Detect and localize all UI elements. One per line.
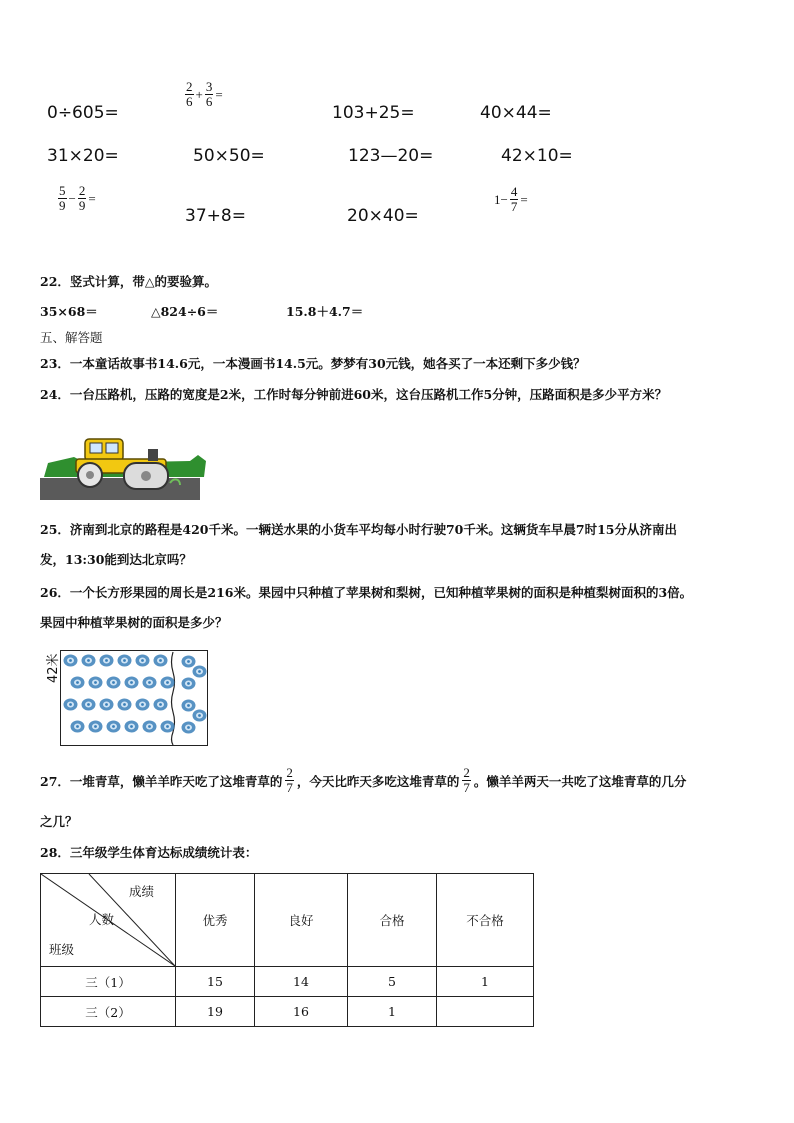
fraction-2-9: $\frac{2}{9}$ (78, 183, 86, 213)
header-fail: 不合格 (437, 874, 534, 967)
table-header-row (41, 874, 534, 967)
calc-37-plus-8: 37+8= (185, 206, 246, 226)
header-good: 良好 (255, 874, 348, 967)
stats-table (40, 873, 534, 1027)
tree-icon (160, 676, 175, 689)
tree-icon (106, 720, 121, 733)
tree-icon (181, 677, 196, 690)
tree-icon (63, 654, 78, 667)
tree-icon (99, 654, 114, 667)
calc-fraction-add: $\frac{2}{6}$ + $\frac{3}{6}$ = (186, 79, 223, 109)
tree-icon (181, 721, 196, 734)
orchard-side-label: 42米 (46, 653, 61, 683)
table-cell: 5 (348, 967, 437, 997)
q25-line-2: 发，13:30能到达北京吗？ (40, 552, 192, 567)
calc-103-plus-25: 103+25= (332, 103, 415, 123)
tree-icon (135, 698, 150, 711)
orchard-diagram (60, 650, 208, 746)
tree-icon (106, 676, 121, 689)
roller-exhaust (148, 449, 158, 461)
tree-icon (117, 654, 132, 667)
q22-item-2: △824÷6＝ (151, 304, 219, 319)
tree-icon (153, 698, 168, 711)
tree-icon (88, 720, 103, 733)
fraction-2-7-a: 2 7 (286, 765, 293, 795)
q22-title: 22．竖式计算，带△的要验算。 (40, 274, 218, 289)
road-surface (40, 478, 200, 500)
header-pass: 合格 (348, 874, 437, 967)
fraction-3-6: $\frac{3}{6}$ (205, 79, 213, 109)
corner-label-class: 班级 (49, 942, 75, 957)
tree-icon (88, 676, 103, 689)
tree-icon (153, 654, 168, 667)
calc-0-div-605: 0÷605= (47, 103, 119, 123)
table-cell: 16 (255, 997, 348, 1027)
table-cell: 14 (255, 967, 348, 997)
fraction-2-7-b: 2 7 (463, 765, 470, 795)
calc-31-times-20: 31×20= (47, 146, 119, 166)
calc-50-times-50: 50×50= (193, 146, 265, 166)
cab-window-right (106, 443, 118, 453)
tree-icon (81, 698, 96, 711)
q24-text: 24．一台压路机，压路的宽度是2米，工作时每分钟前进60米，这台压路机工作5分钟，压路面积是多少平方米？ (40, 387, 668, 402)
tree-icon (124, 720, 139, 733)
q26-line-2: 果园中种植苹果树的面积是多少？ (40, 615, 228, 630)
fraction-2-6: $\frac{2}{6}$ (186, 79, 193, 109)
q27-line-1: 27．一堆青草，懒羊羊昨天吃了这堆青草的 2 7 ，今天比昨天多吃这堆青草的 2 7 。懒羊羊两天一共吃了这堆青草的几分 (40, 765, 687, 795)
table-cell: 1 (437, 967, 534, 997)
calc-fraction-sub: $\frac{5}{9}$ − $\frac{2}{9}$ = (59, 183, 96, 213)
table-row (41, 967, 534, 997)
tree-icon (117, 698, 132, 711)
tree-icon (160, 720, 175, 733)
calc-40-times-44: 40×44= (480, 103, 552, 123)
table-cell: 15 (176, 967, 255, 997)
table-cell (437, 997, 534, 1027)
calc-20-times-40: 20×40= (347, 206, 419, 226)
tree-icon (135, 654, 150, 667)
tree-icon (142, 720, 157, 733)
tree-icon (81, 654, 96, 667)
row-label: 三（1） (41, 967, 176, 997)
corner-label-score: 成绩 (129, 884, 155, 899)
table-row (41, 997, 534, 1027)
tree-icon (70, 720, 85, 733)
section-title-5: 五、解答题 (40, 330, 103, 345)
calc-123-minus-20: 123—20= (348, 146, 434, 166)
fraction-5-9: $\frac{5}{9}$ (59, 183, 66, 213)
tree-icon (99, 698, 114, 711)
table-cell: 19 (176, 997, 255, 1027)
cab-window-left (90, 443, 102, 453)
calc-42-times-10: 42×10= (501, 146, 573, 166)
calc-one-minus-fraction: 1− $\frac{4}{7}$ = (494, 184, 528, 214)
corner-label-count: 人数 (89, 912, 115, 927)
q26-line-1: 26．一个长方形果园的周长是216米。果园中只种植了苹果树和梨树，已知种植苹果树的面积是种植梨树面积的3倍。 (40, 585, 693, 600)
tree-icon (63, 698, 78, 711)
row-label: 三（2） (41, 997, 176, 1027)
q23-text: 23．一本童话故事书14.6元，一本漫画书14.5元。梦梦有30元钱，她各买了一本还剩下多少钱？ (40, 356, 586, 371)
road-roller-image (40, 425, 208, 503)
q28-title: 28．三年级学生体育达标成绩统计表： (40, 845, 258, 860)
q22-item-3: 15.8＋4.7＝ (286, 304, 364, 319)
tree-icon (124, 676, 139, 689)
tree-icon (142, 676, 157, 689)
tree-icon (70, 676, 85, 689)
header-excellent: 优秀 (176, 874, 255, 967)
fraction-4-7: $\frac{4}{7}$ (510, 184, 518, 214)
table-cell: 1 (348, 997, 437, 1027)
q27-line-2: 之几？ (40, 814, 78, 829)
q25-line-1: 25．济南到北京的路程是420千米。一辆送水果的小货车平均每小时行驶70千米。这辆货车早晨7时15分从济南出 (40, 522, 677, 537)
q22-item-1: 35×68＝ (40, 304, 98, 319)
table-corner-cell (41, 874, 176, 967)
